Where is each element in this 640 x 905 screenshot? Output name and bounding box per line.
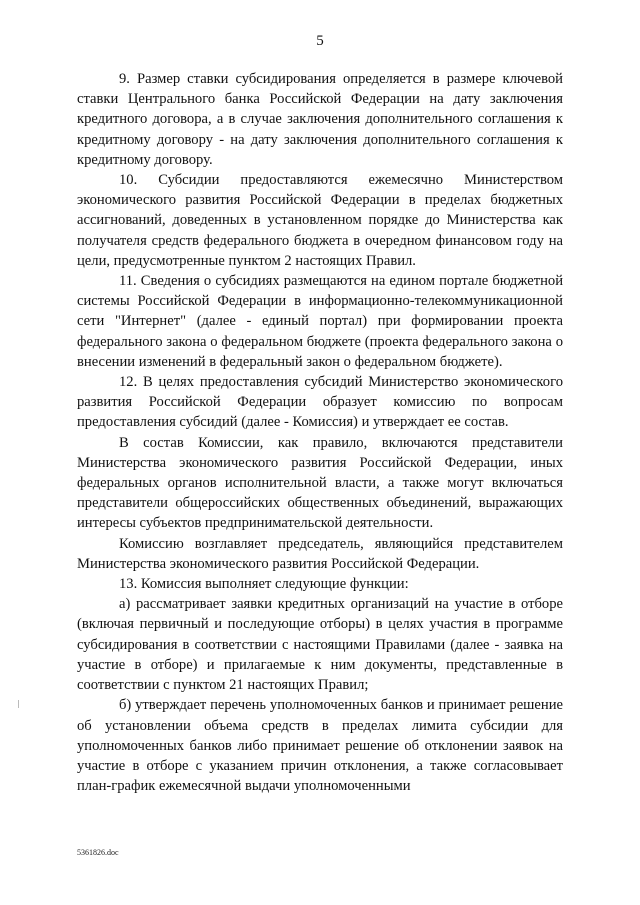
paragraph-11: 11. Сведения о субсидиях размещаются на едином портале бюджетной системы Российской Федерации в информационно-телекоммуникационной сети "Интернет" (далее - единый портал) при формировании проекта федерального закона о федеральном бюджете (проекта федерального закона о внесении изменений в федеральный закон о федеральном бюджете). bbox=[77, 273, 563, 370]
paragraph-13: 13. Комиссия выполняет следующие функции: bbox=[119, 576, 409, 593]
paragraph-commission-composition: В состав Комиссии, как правило, включаются представители Министерства экономического развития Российской Федерации, иных федеральных органов исполнительной власти, а также могут включаться представители общероссийских общественных объединений, выражающих интересы субъектов предпринимательской деятельности. bbox=[77, 434, 563, 532]
document-filename: 5361826.doc bbox=[77, 848, 119, 857]
paragraph-9: 9. Размер ставки субсидирования определяется в размере ключевой ставки Центрального банка Российской Федерации на дату заключения кредитного договора, а в случае заключения дополнительного соглашения к кредитному договору - на дату заключения дополнительного соглашения к кредитному договору. bbox=[77, 71, 563, 168]
paragraph-commission-chair: Комиссию возглавляет председатель, являющийся представителем Министерства экономического развития Российской Федерации. bbox=[77, 535, 563, 572]
paragraph-12: 12. В целях предоставления субсидий Министерство экономического развития Российской Федерации образует комиссию по вопросам предоставления субсидий (далее - Комиссия) и утверждает ее состав. bbox=[77, 374, 563, 431]
paragraph-13-a: а) рассматривает заявки кредитных организаций на участие в отборе (включая первичный и последующие отборы) в целях участия в программе субсидирования в соответствии с настоящими Правилами (далее - заявка на участие в отборе) и прилагаемые к ним документы, представленные в соответствии с пунктом 21 настоящих Правил; bbox=[77, 596, 563, 694]
margin-mark bbox=[18, 700, 19, 708]
paragraph-13-b: б) утверждает перечень уполномоченных банков и принимает решение об установлении объема средств в пределах лимита субсидии для уполномоченных банков либо принимает решение об отклонении заявок на участие в отборе с указанием причин отклонения, а также согласовывает план-график ежемесячной выдачи уполномоченными bbox=[77, 697, 563, 795]
page-number: 5 bbox=[316, 33, 324, 49]
document-body bbox=[77, 69, 563, 796]
paragraph-10: 10. Субсидии предоставляются ежемесячно Министерством экономического развития Российской Федерации в пределах бюджетных ассигнований, доведенных в установленном порядке до Министерства как получателя средств федерального бюджета в очередном финансовом году на цели, предусмотренные пунктом 2 настоящих Правил. bbox=[77, 172, 563, 269]
